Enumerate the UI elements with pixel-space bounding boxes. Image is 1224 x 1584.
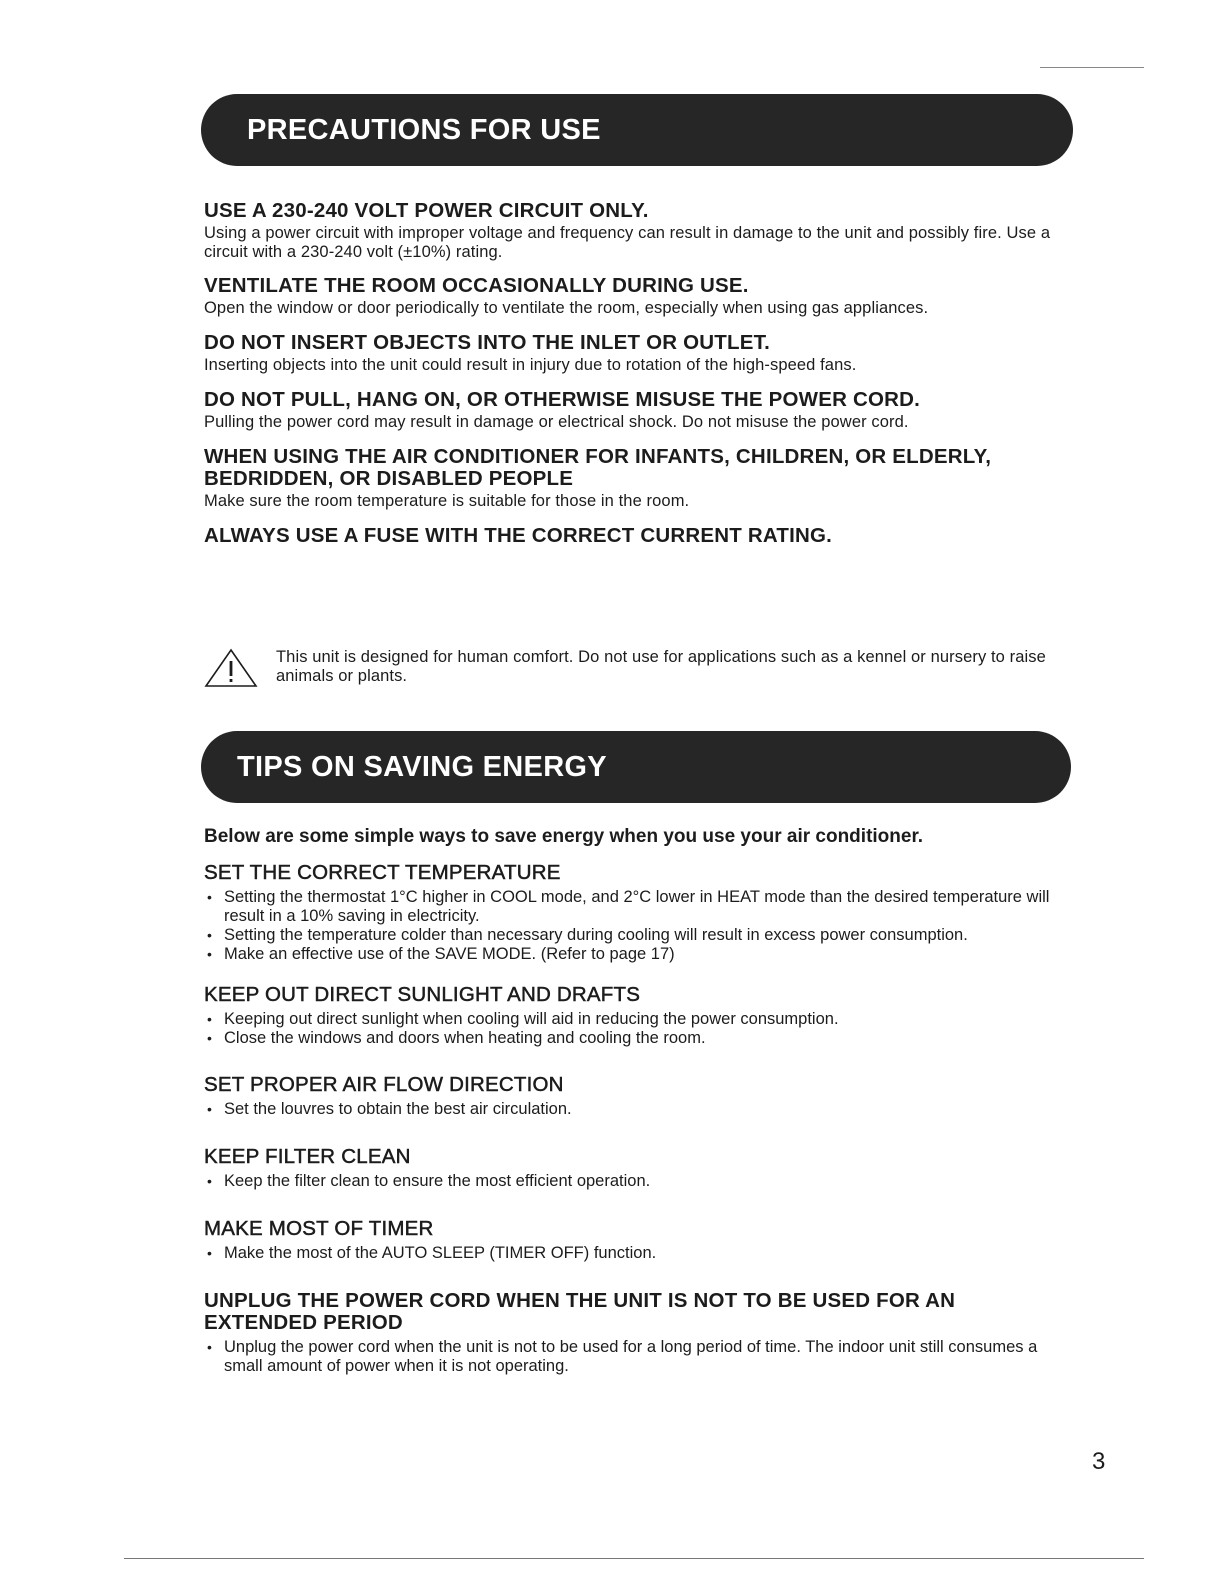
tip-section	[204, 1074, 1064, 1119]
tip-section	[204, 1290, 1054, 1376]
tip-heading: MAKE MOST OF TIMER	[204, 1217, 434, 1240]
top-rule	[1040, 67, 1144, 68]
tip-bullets	[204, 1100, 1064, 1119]
tip-heading: SET THE CORRECT TEMPERATURE	[204, 861, 561, 884]
tip-bullet: • Unplug the power cord when the unit is not to be used for a long period of time. The indoor unit still consumes a small amount of power when it is not operating.	[204, 1338, 1054, 1376]
precaution-heading: DO NOT INSERT OBJECTS INTO THE INLET OR OUTLET.	[204, 331, 770, 354]
tip-section	[204, 984, 1064, 1048]
tips-title: TIPS ON SAVING ENERGY	[237, 750, 607, 783]
tip-bullets	[204, 1244, 1064, 1263]
precaution-text: Using a power circuit with improper voltage and frequency can result in damage to the unit and possibly fire. Use a circuit with a 230-240 volt (±10%) rating.	[204, 224, 1051, 261]
tip-bullets	[204, 888, 1064, 964]
precaution-heading: USE A 230-240 VOLT POWER CIRCUIT ONLY.	[204, 199, 649, 222]
tip-section	[204, 1218, 1064, 1263]
tip-bullet: • Keep the filter clean to ensure the most efficient operation.	[204, 1172, 1064, 1191]
tip-heading: KEEP FILTER CLEAN	[204, 1145, 411, 1168]
tip-section	[204, 862, 1064, 964]
tip-bullet: • Set the louvres to obtain the best air circulation.	[204, 1100, 1064, 1119]
page-number: 3	[1092, 1448, 1106, 1475]
precaution-item	[204, 332, 1064, 375]
tip-heading: UNPLUG THE POWER CORD WHEN THE UNIT IS NOT TO BE USED FOR AN EXTENDED PERIOD	[204, 1289, 956, 1334]
precaution-text: Make sure the room temperature is suitable for those in the room.	[204, 492, 690, 510]
caution-note	[204, 648, 1064, 688]
tip-bullets	[204, 1172, 1064, 1191]
precaution-heading: DO NOT PULL, HANG ON, OR OTHERWISE MISUSE THE POWER CORD.	[204, 388, 921, 411]
precaution-item	[204, 200, 1064, 262]
tip-bullet: • Close the windows and doors when heating and cooling the room.	[204, 1029, 1064, 1048]
precaution-heading: ALWAYS USE A FUSE WITH THE CORRECT CURRENT RATING.	[204, 524, 833, 547]
precaution-heading: VENTILATE THE ROOM OCCASIONALLY DURING USE.	[204, 274, 749, 297]
precaution-item	[204, 446, 1004, 511]
tip-heading: SET PROPER AIR FLOW DIRECTION	[204, 1073, 564, 1096]
precaution-item	[204, 389, 1064, 432]
caution-text: This unit is designed for human comfort. Do not use for applications such as a kennel or nursery to raise animals or plants.	[276, 648, 1046, 685]
tip-bullet: • Setting the thermostat 1°C higher in COOL mode, and 2°C lower in HEAT mode than the desired temperature will result in a 10% saving in electricity.	[204, 888, 1064, 926]
precaution-heading: WHEN USING THE AIR CONDITIONER FOR INFANTS, CHILDREN, OR ELDERLY, BEDRIDDEN, OR DISABLED PEOPLE	[204, 445, 992, 490]
precaution-text: Open the window or door periodically to ventilate the room, especially when using gas appliances.	[204, 299, 929, 317]
precautions-title: PRECAUTIONS FOR USE	[247, 113, 601, 146]
tip-bullets	[204, 1010, 1064, 1048]
tip-bullet: • Make an effective use of the SAVE MODE. (Refer to page 17)	[204, 945, 1064, 964]
tip-bullet: • Keeping out direct sunlight when cooling will aid in reducing the power consumption.	[204, 1010, 1064, 1029]
precaution-item	[204, 275, 1064, 318]
precautions-section	[204, 200, 1064, 563]
precaution-text: Pulling the power cord may result in damage or electrical shock. Do not misuse the power cord.	[204, 413, 909, 431]
tips-banner	[201, 731, 1071, 803]
warning-triangle-icon	[204, 648, 258, 688]
tip-section	[204, 1146, 1064, 1191]
precaution-text: Inserting objects into the unit could result in injury due to rotation of the high-speed fans.	[204, 356, 857, 374]
tip-bullet: • Setting the temperature colder than necessary during cooling will result in excess power consumption.	[204, 926, 1064, 945]
bottom-rule	[124, 1558, 1144, 1559]
tips-intro: Below are some simple ways to save energy when you use your air conditioner.	[204, 826, 924, 847]
tip-bullet: • Make the most of the AUTO SLEEP (TIMER OFF) function.	[204, 1244, 1064, 1263]
tips-section	[204, 826, 1064, 1392]
precautions-banner	[201, 94, 1073, 166]
tip-bullets	[204, 1338, 1054, 1376]
precaution-item	[204, 525, 1064, 547]
tip-heading: KEEP OUT DIRECT SUNLIGHT AND DRAFTS	[204, 983, 641, 1006]
